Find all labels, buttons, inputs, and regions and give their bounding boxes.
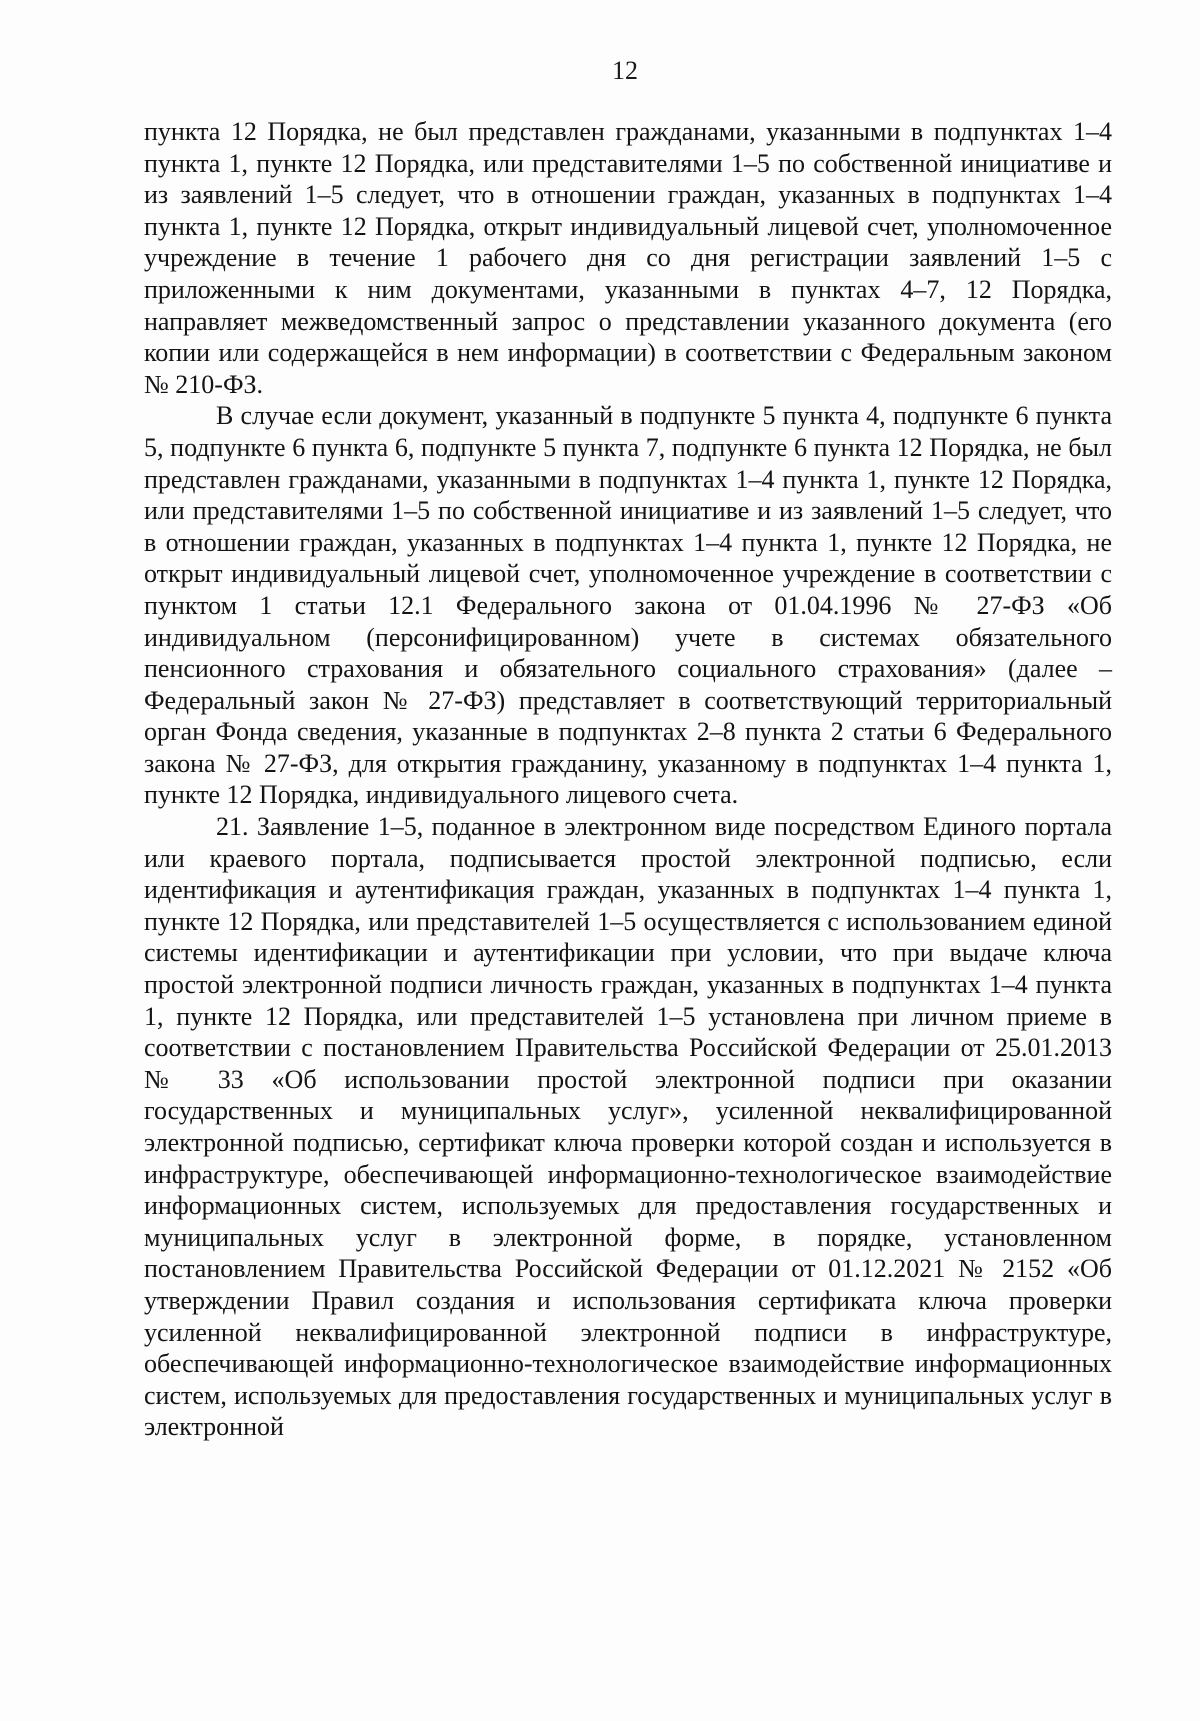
paragraph-case-no-account: В случае если документ, указанный в подпункте 5 пункта 4, подпункте 6 пункта 5, подпункте 6 пункта 6, подпункте 5 пункта 7, подпункте 6 пункта 12 Порядка, не был представлен гражданами, указанными в подпунктах 1–4 пункта 1, пункте 12 Порядка, или представителями 1–5 по собственной инициативе и из заявлений 1–5 следует, что в отношении граждан, указанных в подпунктах 1–4 пункта 1, пункте 12 Порядка, не открыт индивидуальный лицевой счет, уполномоченное учреждение в соответствии с пунктом 1 статьи 12.1 Федерального закона от 01.04.1996 № 27-ФЗ «Об индивидуальном (персонифицированном) учете в системах обязательного пенсионного страхования и обязательного социального страхования» (далее – Федеральный закон № 27-ФЗ) представляет в соответствующий территориальный орган Фонда сведения, указанные в подпунктах 2–8 пункта 2 статьи 6 Федерального закона № 27-ФЗ, для открытия гражданину, указанному в подпунктах 1–4 пункта 1, пункте 12 Порядка, индивидуального лицевого счета.	[144, 401, 1112, 810]
page-number: 12	[612, 56, 638, 85]
paragraph-continuation: пункта 12 Порядка, не был представлен гражданами, указанными в подпунктах 1–4 пункта 1, пункте 12 Порядка, или представителями 1–5 по собственной инициативе и из заявлений 1–5 следует, что в отношении граждан, указанных в подпунктах 1–4 пункта 1, пункте 12 Порядка, открыт индивидуальный лицевой счет, уполномоченное учреждение в течение 1 рабочего дня со дня регистрации заявлений 1–5 с приложенными к ним документами, указанными в пунктах 4–7, 12 Порядка, направляет межведомственный запрос о представлении указанного документа (его копии или содержащейся в нем информации) в соответствии с Федеральным законом № 210-ФЗ.	[144, 117, 1112, 399]
paragraph-item-21: 21. Заявление 1–5, поданное в электронном виде посредством Единого портала или краевого портала, подписывается простой электронной подписью, если идентификация и аутентификация граждан, указанных в подпунктах 1–4 пункта 1, пункте 12 Порядка, или представителей 1–5 осуществляется с использованием единой системы идентификации и аутентификации при условии, что при выдаче ключа простой электронной подписи личность граждан, указанных в подпунктах 1–4 пункта 1, пункте 12 Порядка, или представителей 1–5 установлена при личном приеме в соответствии с постановлением Правительства Российской Федерации от 25.01.2013 № 33 «Об использовании простой электронной подписи при оказании государственных и муниципальных услуг», усиленной неквалифицированной электронной подписью, сертификат ключа проверки которой создан и используется в инфраструктуре, обеспечивающей информационно-технологическое взаимодействие информационных систем, используемых для предоставления государственных и муниципальных услуг в электронной форме, в порядке, установленном постановлением Правительства Российской Федерации от 01.12.2021 № 2152 «Об утверждении Правил создания и использования сертификата ключа проверки усиленной неквалифицированной электронной подписи в инфраструктуре, обеспечивающей информационно-технологическое взаимодействие информационных систем, используемых для предоставления государственных и муниципальных услуг в электронной	[144, 812, 1112, 1442]
document-body	[144, 116, 1112, 1443]
